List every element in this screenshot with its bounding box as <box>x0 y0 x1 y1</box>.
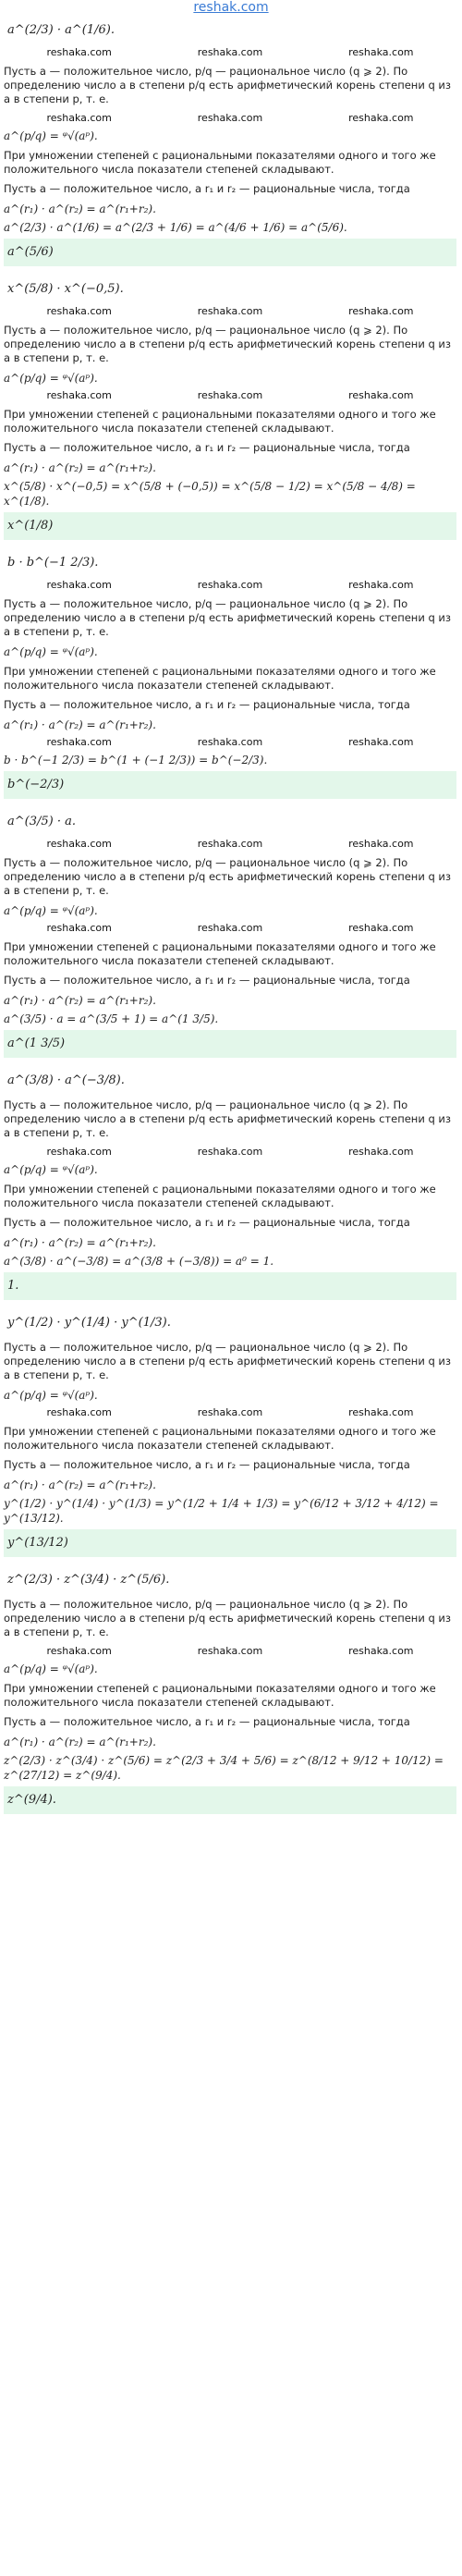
answer-box: b^(−2/3) <box>4 771 456 799</box>
solution-line: b · b^(−1 2/3) = b^(1 + (−1 2/3)) = b^(−2/3). <box>4 754 268 767</box>
watermark-row: reshaka.com reshaka.com reshaka.com <box>46 46 414 58</box>
definition-text: Пусть a — положительное число, p/q — рациональное число (q ⩾ 2). По определению число a в степени p/q есть арифметический корень степени q из a в степени p, т. е. <box>4 1598 451 1638</box>
root-formula: a^(p/q) = ᵠ√(aᵖ). <box>4 904 98 917</box>
let-text: Пусть a — положительное число, а r₁ и r₂ — рациональные числа, тогда <box>4 1715 410 1728</box>
watermark-row: reshaka.com reshaka.com reshaka.com <box>46 736 414 748</box>
watermark-row: reshaka.com reshaka.com reshaka.com <box>46 1406 414 1418</box>
answer-box: a^(5/6) <box>4 239 456 266</box>
solution-line: z^(2/3) · z^(3/4) · z^(5/6) = z^(2/3 + 3/4 + 5/6) = z^(8/12 + 9/12 + 10/12) = z^(27/12) = z^(9/4). <box>4 1754 444 1782</box>
root-formula: a^(p/q) = ᵠ√(aᵖ). <box>4 372 98 385</box>
watermark-row: reshaka.com reshaka.com reshaka.com <box>46 579 414 591</box>
let-text: Пусть a — положительное число, а r₁ и r₂ — рациональные числа, тогда <box>4 1216 410 1229</box>
solution-line: a^(2/3) · a^(1/6) = a^(2/3 + 1/6) = a^(4/6 + 1/6) = a^(5/6). <box>4 221 347 234</box>
multiply-rule-text: При умножении степеней с рациональными показателями одного и того же положительного числа показатели степеней складывают. <box>4 665 436 692</box>
exponent-rule: a^(r₁) · a^(r₂) = a^(r₁+r₂). <box>4 1236 156 1249</box>
problem-expression: a^(3/8) · a^(−3/8). <box>7 1073 125 1087</box>
let-text: Пусть a — положительное число, а r₁ и r₂ — рациональные числа, тогда <box>4 698 410 711</box>
answer-box: x^(1/8) <box>4 512 456 540</box>
multiply-rule-text: При умножении степеней с рациональными показателями одного и того же положительного числа показатели степеней складывают. <box>4 408 436 435</box>
answer-box: 1. <box>4 1272 456 1300</box>
problem-expression: a^(2/3) · a^(1/6). <box>7 23 115 37</box>
multiply-rule-text: При умножении степеней с рациональными показателями одного и того же положительного числа показатели степеней складывают. <box>4 940 436 967</box>
watermark-row: reshaka.com reshaka.com reshaka.com <box>46 112 414 124</box>
let-text: Пусть a — положительное число, а r₁ и r₂ — рациональные числа, тогда <box>4 974 410 987</box>
exponent-rule: a^(r₁) · a^(r₂) = a^(r₁+r₂). <box>4 994 156 1007</box>
solution-line: x^(5/8) · x^(−0,5) = x^(5/8 + (−0,5)) = x^(5/8 − 1/2) = x^(5/8 − 4/8) = x^(1/8). <box>4 480 416 508</box>
watermark-row: reshaka.com reshaka.com reshaka.com <box>46 1645 414 1657</box>
multiply-rule-text: При умножении степеней с рациональными показателями одного и того же положительного числа показатели степеней складывают. <box>4 1682 436 1709</box>
exponent-rule: a^(r₁) · a^(r₂) = a^(r₁+r₂). <box>4 461 156 474</box>
problem-expression: a^(3/5) · a. <box>7 815 76 828</box>
definition-text: Пусть a — положительное число, p/q — рациональное число (q ⩾ 2). По определению число a в степени p/q есть арифметический корень степени q из a в степени p, т. е. <box>4 1341 451 1381</box>
problem-3 <box>0 549 462 808</box>
problem-expression: z^(2/3) · z^(3/4) · z^(5/6). <box>7 1573 170 1587</box>
answer-box: a^(1 3/5) <box>4 1030 456 1058</box>
definition-text: Пусть a — положительное число, p/q — рациональное число (q ⩾ 2). По определению число a в степени p/q есть арифметический корень степени q из a в степени p, т. е. <box>4 65 451 105</box>
definition-text: Пусть a — положительное число, p/q — рациональное число (q ⩾ 2). По определению число a в степени p/q есть арифметический корень степени q из a в степени p, т. е. <box>4 597 451 638</box>
let-text: Пусть a — положительное число, а r₁ и r₂ — рациональные числа, тогда <box>4 1458 410 1471</box>
exponent-rule: a^(r₁) · a^(r₂) = a^(r₁+r₂). <box>4 202 156 215</box>
site-link[interactable]: reshak.com <box>193 0 269 15</box>
definition-text: Пусть a — положительное число, p/q — рациональное число (q ⩾ 2). По определению число a в степени p/q есть арифметический корень степени q из a в степени p, т. е. <box>4 324 451 364</box>
watermark-row: reshaka.com reshaka.com reshaka.com <box>46 838 414 850</box>
watermark-row: reshaka.com reshaka.com reshaka.com <box>46 922 414 934</box>
problem-expression: y^(1/2) · y^(1/4) · y^(1/3). <box>7 1316 171 1330</box>
problem-expression: b · b^(−1 2/3). <box>7 556 99 570</box>
root-formula: a^(p/q) = ᵠ√(aᵖ). <box>4 1163 98 1176</box>
root-formula: a^(p/q) = ᵠ√(aᵖ). <box>4 645 98 658</box>
definition-text: Пусть a — положительное число, p/q — рациональное число (q ⩾ 2). По определению число a в степени p/q есть арифметический корень степени q из a в степени p, т. е. <box>4 1098 451 1139</box>
problem-7 <box>0 1566 462 1823</box>
multiply-rule-text: При умножении степеней с рациональными показателями одного и того же положительного числа показатели степеней складывают. <box>4 1183 436 1209</box>
root-formula: a^(p/q) = ᵠ√(aᵖ). <box>4 129 98 142</box>
solution-list <box>0 17 462 1823</box>
problem-expression: x^(5/8) · x^(−0,5). <box>7 282 124 296</box>
root-formula: a^(p/q) = ᵠ√(aᵖ). <box>4 1389 98 1402</box>
problem-1 <box>0 17 462 276</box>
definition-text: Пусть a — положительное число, p/q — рациональное число (q ⩾ 2). По определению число a в степени p/q есть арифметический корень степени q из a в степени p, т. е. <box>4 856 451 897</box>
solution-line: a^(3/8) · a^(−3/8) = a^(3/8 + (−3/8)) = a⁰ = 1. <box>4 1255 274 1268</box>
problem-5 <box>0 1067 462 1309</box>
root-formula: a^(p/q) = ᵠ√(aᵖ). <box>4 1662 98 1675</box>
multiply-rule-text: При умножении степеней с рациональными показателями одного и того же положительного числа показатели степеней складывают. <box>4 1425 436 1452</box>
let-text: Пусть a — положительное число, а r₁ и r₂ — рациональные числа, тогда <box>4 182 410 195</box>
watermark-row: reshaka.com reshaka.com reshaka.com <box>46 305 414 317</box>
watermark-row: reshaka.com reshaka.com reshaka.com <box>46 389 414 401</box>
watermark-row: reshaka.com reshaka.com reshaka.com <box>46 1146 414 1158</box>
exponent-rule: a^(r₁) · a^(r₂) = a^(r₁+r₂). <box>4 1736 156 1748</box>
problem-4 <box>0 808 462 1067</box>
exponent-rule: a^(r₁) · a^(r₂) = a^(r₁+r₂). <box>4 718 156 731</box>
multiply-rule-text: При умножении степеней с рациональными показателями одного и того же положительного числа показатели степеней складывают. <box>4 149 436 176</box>
let-text: Пусть a — положительное число, а r₁ и r₂ — рациональные числа, тогда <box>4 441 410 454</box>
solution-line: y^(1/2) · y^(1/4) · y^(1/3) = y^(1/2 + 1/4 + 1/3) = y^(6/12 + 3/12 + 4/12) = y^(13/12). <box>4 1497 439 1525</box>
answer-box: z^(9/4). <box>4 1786 456 1814</box>
problem-2 <box>0 276 462 549</box>
solution-line: a^(3/5) · a = a^(3/5 + 1) = a^(1 3/5). <box>4 1012 219 1025</box>
exponent-rule: a^(r₁) · a^(r₂) = a^(r₁+r₂). <box>4 1478 156 1491</box>
answer-box: y^(13/12) <box>4 1529 456 1557</box>
problem-6 <box>0 1309 462 1566</box>
